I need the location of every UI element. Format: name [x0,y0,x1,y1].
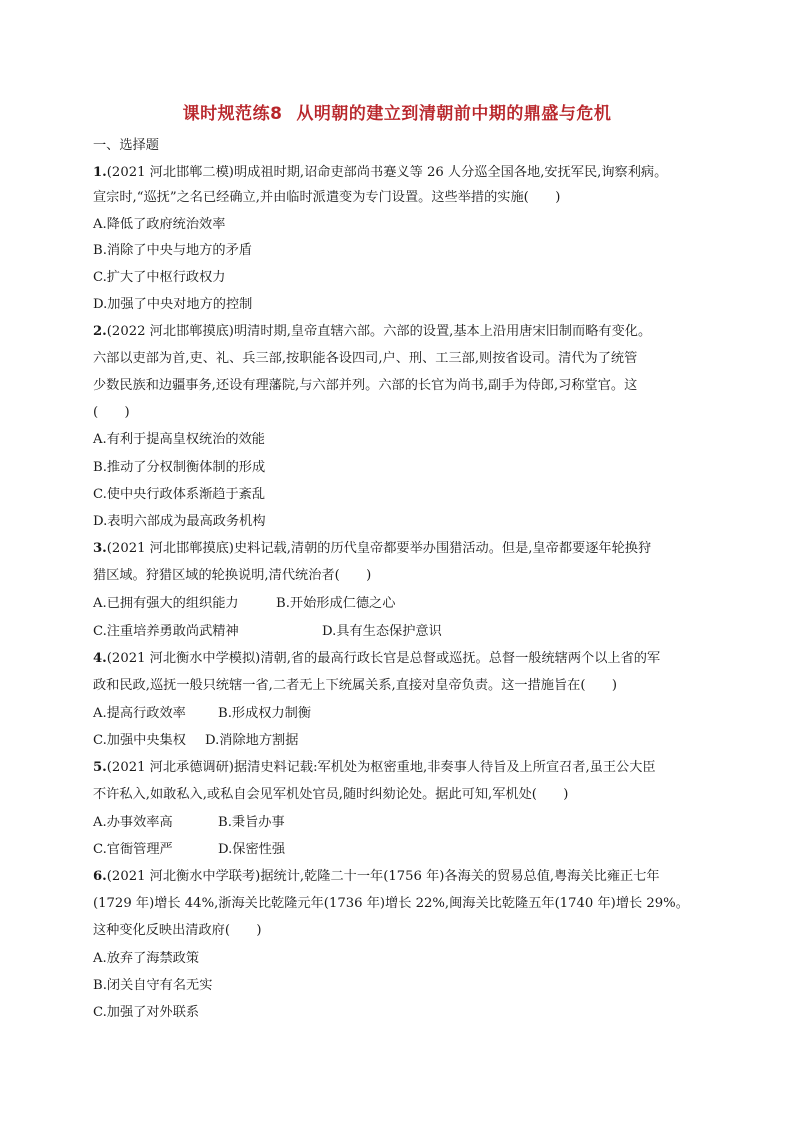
question-2-option-d: D.表明六部成为最高政务机构 [93,514,266,529]
question-number: 2. [93,324,107,339]
question-1-option-c: C.扩大了中枢行政权力 [93,270,226,285]
question-text: (2021 河北邯郸摸底)史料记载,清朝的历代皇帝都要举办围猎活动。但是,皇帝都要逐年轮换狩 [106,541,652,556]
question-number: 1. [93,165,107,180]
question-4-line-1 [93,651,660,667]
title-main: 课时规范练8 [182,104,283,124]
question-3-option-a: A.已拥有强大的组织能力 [93,596,239,611]
question-2-line-3: 少数民族和边疆事务,还设有理藩院,与六部并列。六部的长官为尚书,副手为侍郎,习称堂官。这 [93,378,638,393]
question-5-option-a: A.办事效率高 [93,815,173,830]
question-text: (2022 河北邯郸摸底)明清时期,皇帝直辖六部。六部的设置,基本上沿用唐宋旧制而略有变化。 [106,324,652,339]
section-heading: 一、选择题 [93,138,159,153]
title-sub: 从明朝的建立到清朝前中期的鼎盛与危机 [296,104,612,124]
page-title [0,99,794,124]
question-6-line-1 [93,869,660,885]
question-3-line-2: 猎区域。狩猎区域的轮换说明,清代统治者( ) [93,568,372,583]
question-4-option-c: C.加强中央集权 [93,733,186,748]
question-2-line-1 [93,324,651,340]
question-4-option-b: B.形成权力制衡 [218,706,312,721]
question-number: 4. [93,651,107,666]
question-6-line-3: 这种变化反映出清政府( ) [93,923,262,938]
question-1-line-2: 宣宗时,“巡抚”之名已经确立,并由临时派遣变为专门设置。这些举措的实施( ) [93,190,561,205]
question-number: 5. [93,760,107,775]
question-5-option-c: C.官衙管理严 [93,842,173,857]
question-text: (2021 河北衡水中学模拟)清朝,省的最高行政长官是总督或巡抚。总督一般统辖两个以上省的军 [106,651,661,666]
question-6-option-a: A.放弃了海禁政策 [93,951,200,966]
question-1-line-1 [93,165,667,181]
question-text: (2021 河北衡水中学联考)据统计,乾隆二十一年(1756 年)各海关的贸易总值,粤海关比雍正七年 [106,869,660,884]
question-2-option-c: C.使中央行政体系渐趋于紊乱 [93,487,266,502]
question-1-option-b: B.消除了中央与地方的矛盾 [93,243,252,258]
question-2-line-2: 六部以吏部为首,吏、礼、兵三部,按职能各设四司,户、刑、工三部,则按省设司。清代为了统管 [93,351,638,366]
question-4-option-d: D.消除地方割据 [205,733,299,748]
question-1-option-d: D.加强了中央对地方的控制 [93,297,253,312]
question-5-option-d: D.保密性强 [218,842,286,857]
question-5-line-1 [93,760,656,776]
question-5-line-2: 不许私入,如敢私入,或私自会见军机处官员,随时纠劾论处。据此可知,军机处( ) [93,787,569,802]
question-5-option-b: B.秉旨办事 [218,815,285,830]
question-3-option-d: D.具有生态保护意识 [322,624,442,639]
question-6-option-b: B.闭关自守有名无实 [93,978,213,993]
question-2-option-b: B.推动了分权制衡体制的形成 [93,460,266,475]
question-1-option-a: A.降低了政府统治效率 [93,217,226,232]
question-6-line-2: (1729 年)增长 44%,浙海关比乾隆元年(1736 年)增长 22%,闽海关比乾隆五年(1740 年)增长 29%。 [93,896,689,911]
question-3-option-c: C.注重培养勇敢尚武精神 [93,624,239,639]
question-text: (2021 河北邯郸二模)明成祖时期,诏命吏部尚书蹇义等 26 人分巡全国各地,安抚军民,询察利病。 [106,165,668,180]
question-number: 3. [93,541,107,556]
question-4-option-a: A.提高行政效率 [93,706,186,721]
question-4-line-2: 政和民政,巡抚一般只统辖一省,二者无上下统属关系,直接对皇帝负责。这一措施旨在( ) [93,678,617,693]
question-2-option-a: A.有利于提高皇权统治的效能 [93,432,265,447]
question-3-line-1 [93,541,651,557]
question-2-line-4: ( ) [93,405,130,420]
question-text: (2021 河北承德调研)据清史料记载:军机处为枢密重地,非奏事人待旨及上所宣召者,虽王公大臣 [106,760,656,775]
question-number: 6. [93,869,107,884]
question-3-option-b: B.开始形成仁德之心 [276,596,396,611]
question-6-option-c: C.加强了对外联系 [93,1005,200,1020]
